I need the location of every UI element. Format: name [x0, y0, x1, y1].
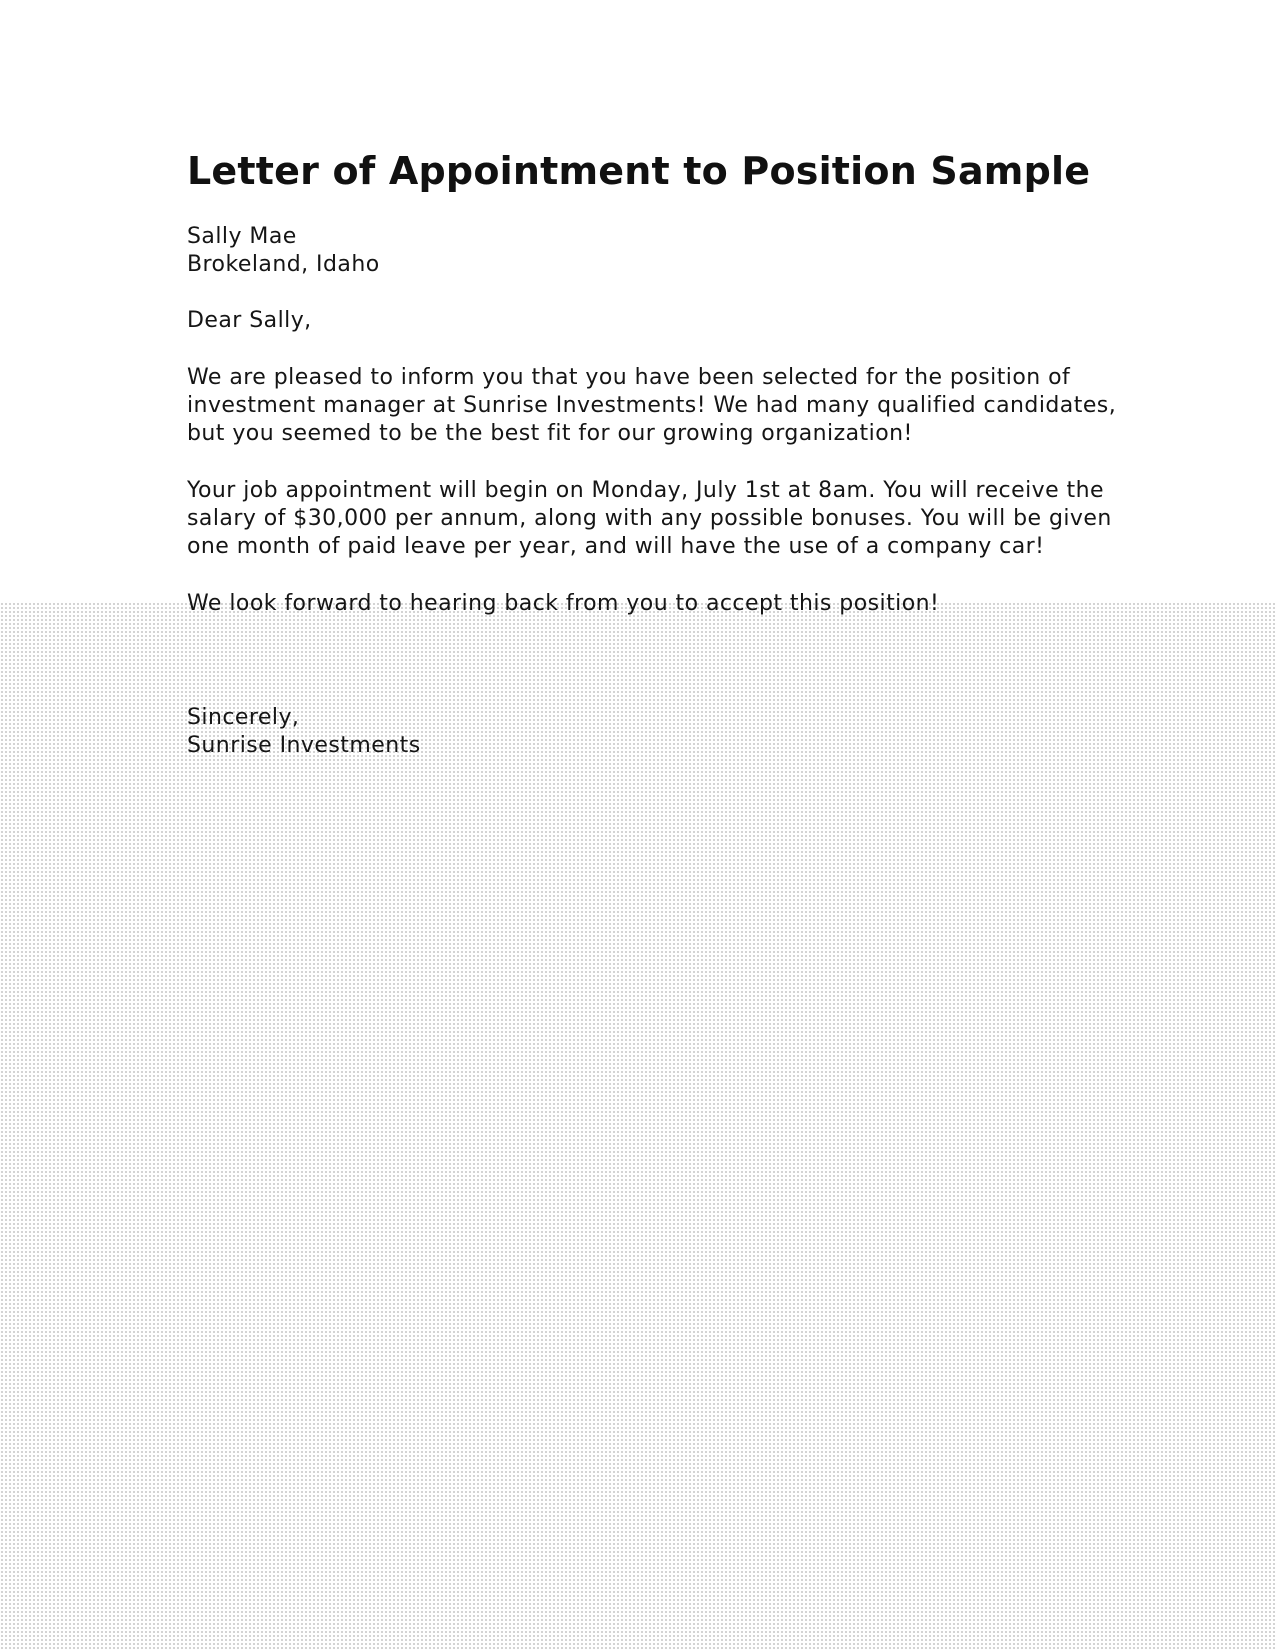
paragraph-line: salary of $30,000 per annum, along with any possible bonuses. You will be given — [187, 505, 1112, 531]
appointment-letter — [187, 149, 1117, 760]
closing-salutation: Sincerely, — [187, 704, 300, 730]
salutation: Dear Sally, — [187, 307, 312, 333]
closing-paragraph: We look forward to hearing back from you to accept this position! — [187, 590, 940, 616]
paragraph-line: one month of paid leave per year, and will have the use of a company car! — [187, 533, 1045, 559]
recipient-location: Brokeland, Idaho — [187, 251, 380, 277]
paragraph-line: We are pleased to inform you that you have been selected for the position of — [187, 364, 1071, 390]
recipient-address — [187, 223, 1087, 279]
recipient-name: Sally Mae — [187, 223, 297, 249]
selection-paragraph — [187, 364, 1117, 448]
employment-terms-paragraph — [187, 477, 1112, 561]
sender-name: Sunrise Investments — [187, 732, 421, 758]
paragraph-line: investment manager at Sunrise Investments! We had many qualified candidates, — [187, 392, 1117, 418]
paragraph-line: but you seemed to be the best fit for our growing organization! — [187, 420, 913, 446]
paragraph-line: Your job appointment will begin on Monday, July 1st at 8am. You will receive the — [187, 477, 1104, 503]
signature-block — [187, 704, 1087, 760]
document-title: Letter of Appointment to Position Sample — [187, 149, 1091, 193]
